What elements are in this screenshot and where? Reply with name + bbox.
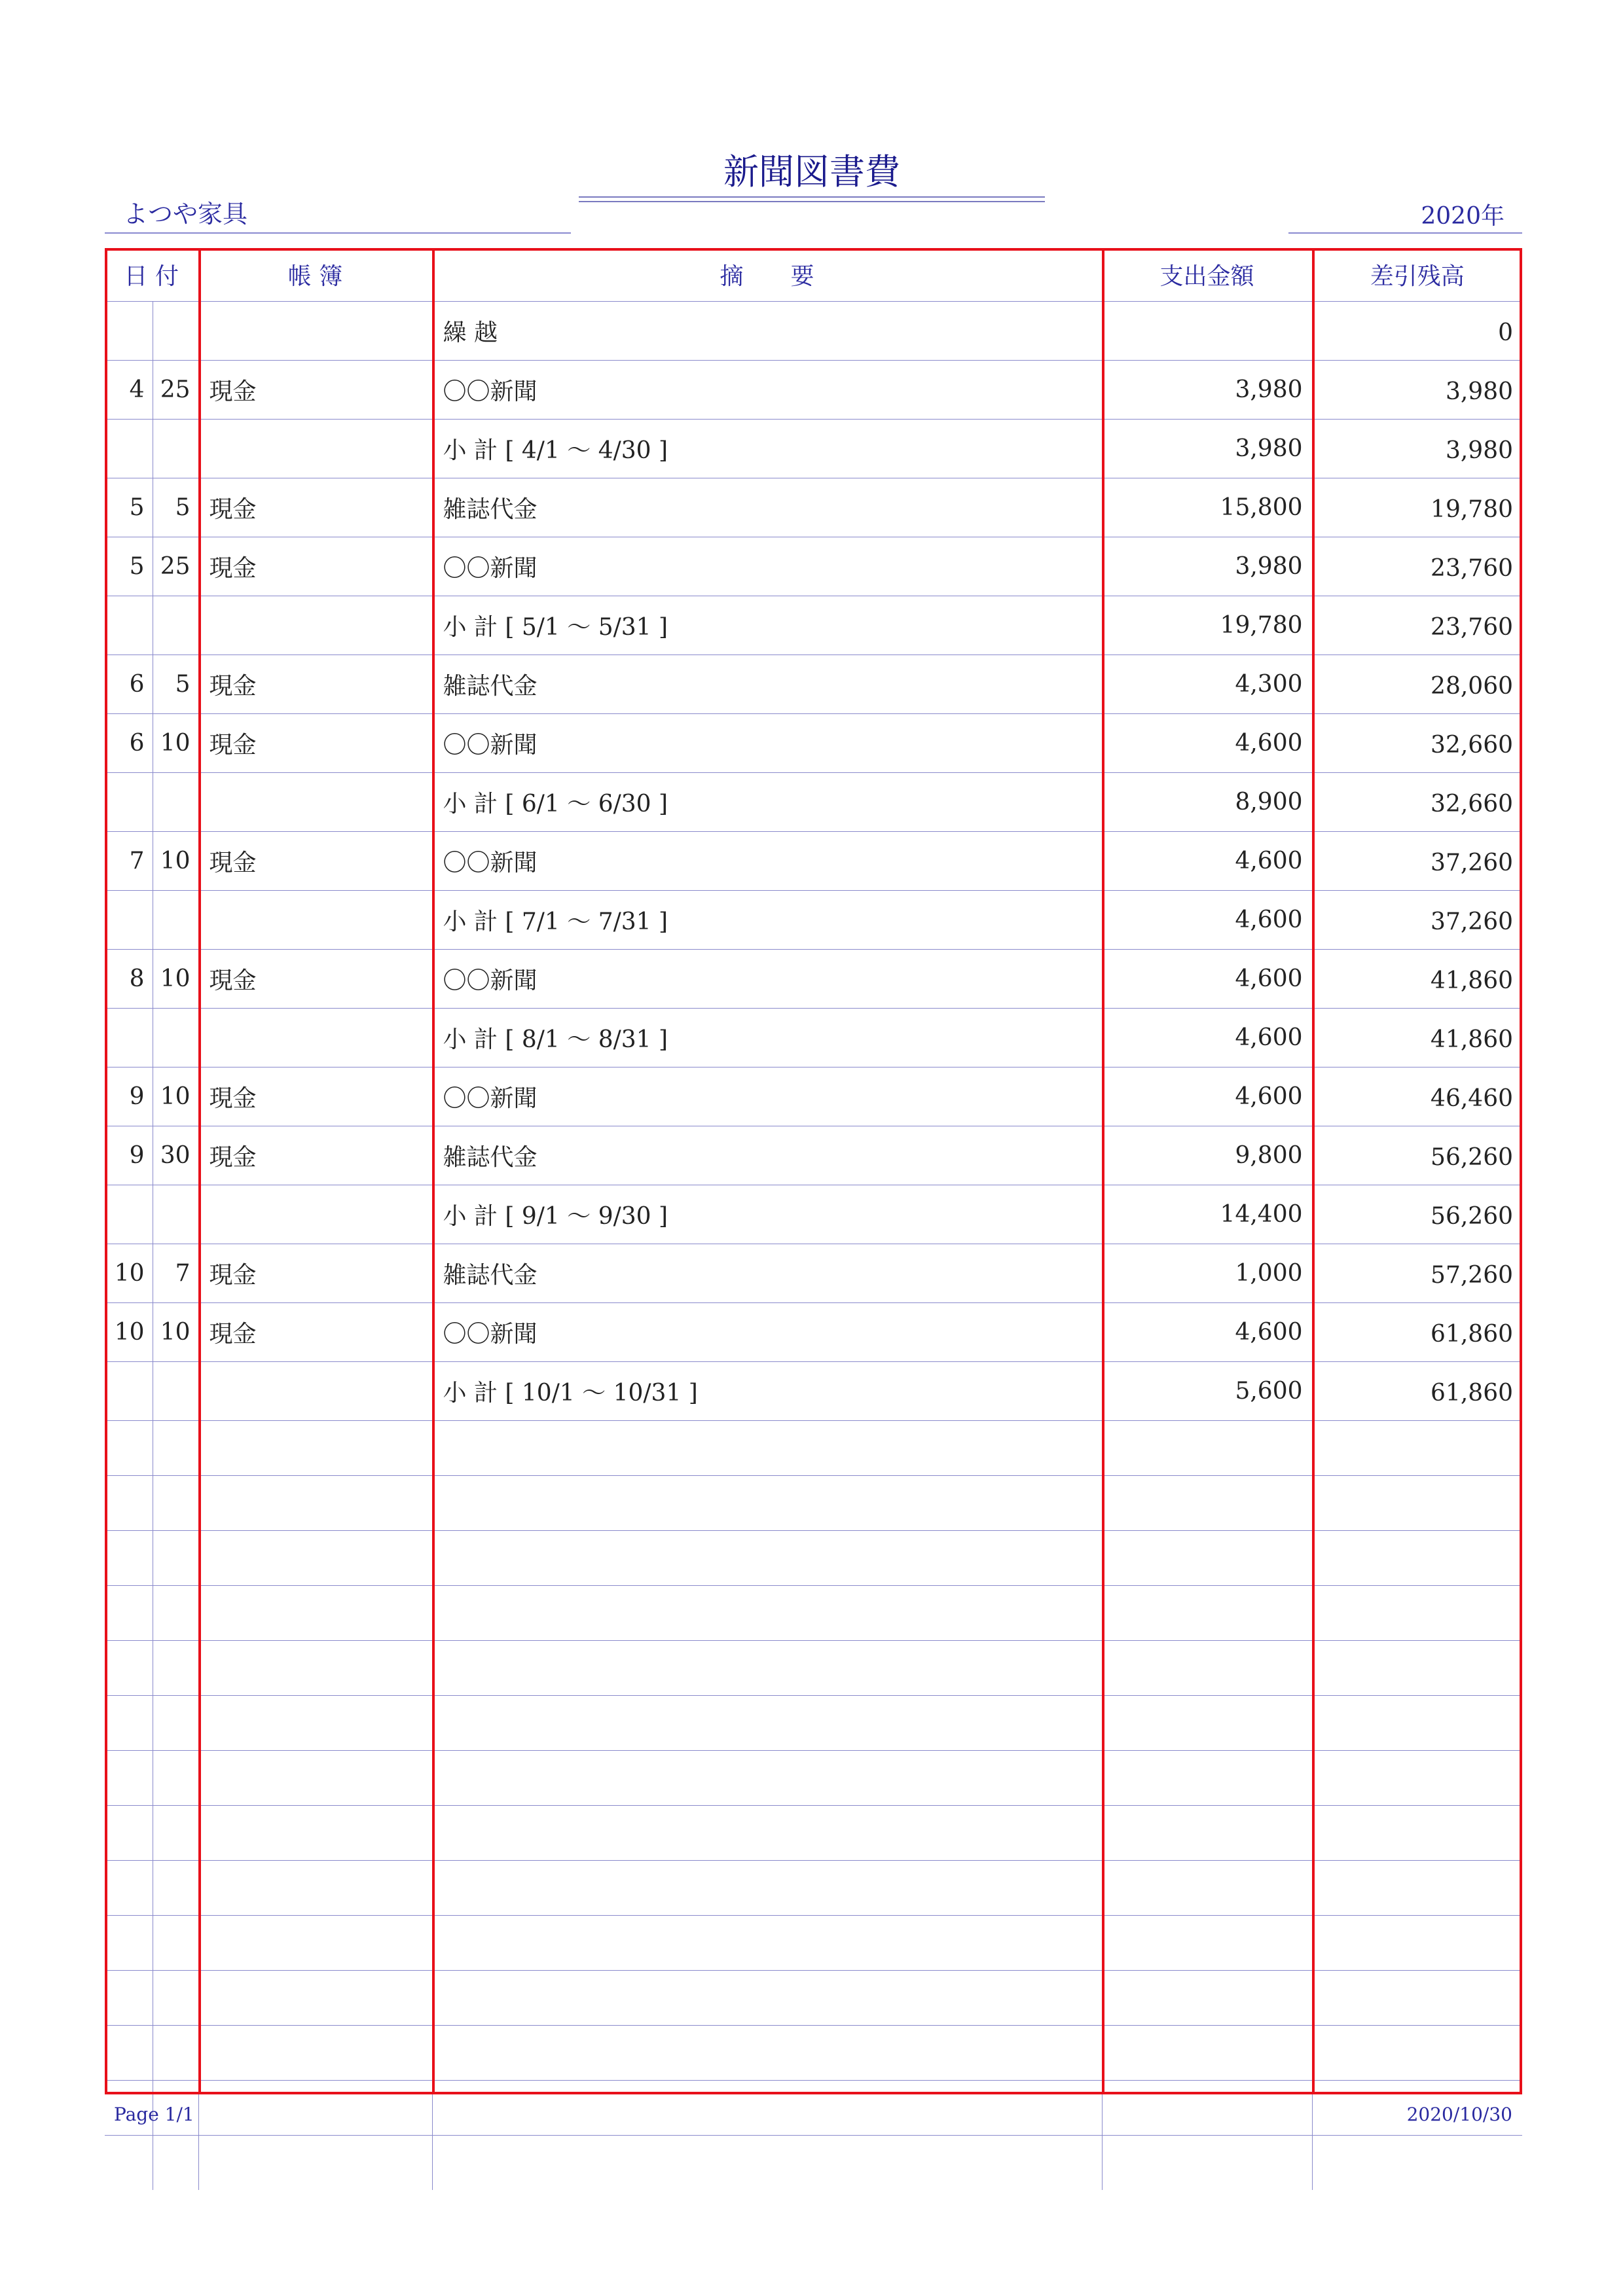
month-cell: 5	[105, 478, 153, 537]
day-cell: 10	[153, 714, 198, 773]
book-cell: 現金	[198, 537, 432, 596]
day-cell	[153, 1861, 198, 1916]
book-cell: 現金	[198, 1303, 432, 1362]
blank-row	[105, 1531, 1522, 1586]
ledger-row	[105, 950, 1522, 1009]
print-date: 2020/10/30	[1406, 2104, 1512, 2125]
month-cell	[105, 1185, 153, 1244]
book-cell: 現金	[198, 950, 432, 1009]
description-cell: 〇〇新聞	[432, 714, 1102, 773]
title-underline	[579, 196, 1045, 198]
balance-cell	[1312, 1476, 1522, 1531]
blank-row	[105, 2136, 1522, 2191]
book-cell	[198, 1531, 432, 1586]
amount-cell	[1102, 1806, 1312, 1861]
month-cell	[105, 1586, 153, 1641]
day-cell: 25	[153, 537, 198, 596]
book-cell	[198, 1641, 432, 1696]
day-cell	[153, 2026, 198, 2081]
balance-cell: 3,980	[1312, 361, 1522, 420]
book-cell	[198, 1971, 432, 2026]
ledger-row	[105, 1067, 1522, 1126]
balance-cell	[1312, 1421, 1522, 1476]
month-cell: 10	[105, 1244, 153, 1303]
ledger-table	[105, 248, 1522, 2190]
day-cell	[153, 1476, 198, 1531]
amount-cell: 4,600	[1102, 950, 1312, 1009]
month-cell	[105, 1696, 153, 1751]
month-cell	[105, 1751, 153, 1806]
book-cell	[198, 1916, 432, 1971]
balance-cell: 23,760	[1312, 596, 1522, 655]
balance-cell	[1312, 1751, 1522, 1806]
balance-cell: 0	[1312, 302, 1522, 361]
amount-cell	[1102, 1861, 1312, 1916]
month-cell: 6	[105, 655, 153, 714]
day-cell	[153, 1586, 198, 1641]
book-cell: 現金	[198, 1126, 432, 1185]
month-cell	[105, 302, 153, 361]
description-column-header: 摘 要	[432, 248, 1102, 302]
amount-cell	[1102, 1586, 1312, 1641]
book-cell	[198, 2026, 432, 2081]
company-name: よつや家具	[123, 200, 248, 228]
description-cell: 小 計 [ 8/1 ～ 8/31 ]	[432, 1009, 1102, 1067]
balance-cell: 61,860	[1312, 1362, 1522, 1421]
day-cell	[153, 1421, 198, 1476]
month-cell: 9	[105, 1126, 153, 1185]
balance-cell: 56,260	[1312, 1126, 1522, 1185]
amount-cell: 4,600	[1102, 1303, 1312, 1362]
month-cell: 6	[105, 714, 153, 773]
day-cell	[153, 1751, 198, 1806]
blank-row	[105, 1806, 1522, 1861]
month-cell: 4	[105, 361, 153, 420]
month-cell: 10	[105, 1303, 153, 1362]
ledger-row	[105, 1244, 1522, 1303]
amount-cell	[1102, 1476, 1312, 1531]
ledger-row	[105, 1009, 1522, 1067]
blank-row	[105, 1971, 1522, 2026]
description-cell: 小 計 [ 7/1 ～ 7/31 ]	[432, 891, 1102, 950]
title-underline-2	[579, 201, 1045, 202]
balance-cell: 32,660	[1312, 714, 1522, 773]
amount-cell: 15,800	[1102, 478, 1312, 537]
ledger-row	[105, 714, 1522, 773]
company-underline	[105, 232, 571, 234]
description-cell	[432, 2136, 1102, 2191]
amount-cell: 3,980	[1102, 420, 1312, 478]
balance-column-header: 差引残高	[1312, 248, 1522, 302]
page-number: Page 1/1	[114, 2104, 194, 2125]
book-cell	[198, 420, 432, 478]
book-cell	[198, 1806, 432, 1861]
ledger-row	[105, 420, 1522, 478]
amount-cell	[1102, 2136, 1312, 2191]
day-cell	[153, 1696, 198, 1751]
description-cell	[432, 2081, 1102, 2136]
day-cell: 25	[153, 361, 198, 420]
date-column-header: 日 付	[124, 263, 179, 290]
description-cell: 〇〇新聞	[432, 537, 1102, 596]
balance-cell: 23,760	[1312, 537, 1522, 596]
ledger-row	[105, 1126, 1522, 1185]
description-cell	[432, 1861, 1102, 1916]
ledger-row	[105, 1185, 1522, 1244]
amount-cell	[1102, 1531, 1312, 1586]
blank-row	[105, 2026, 1522, 2081]
description-cell: 〇〇新聞	[432, 1067, 1102, 1126]
description-cell: 雑誌代金	[432, 1244, 1102, 1303]
blank-row	[105, 1476, 1522, 1531]
balance-cell	[1312, 1531, 1522, 1586]
month-cell	[105, 420, 153, 478]
book-cell	[198, 1861, 432, 1916]
book-cell	[198, 2081, 432, 2136]
blank-row	[105, 1751, 1522, 1806]
day-cell: 5	[153, 655, 198, 714]
description-cell	[432, 1586, 1102, 1641]
amount-cell: 4,600	[1102, 714, 1312, 773]
day-cell: 10	[153, 1303, 198, 1362]
description-cell	[432, 1971, 1102, 2026]
description-cell	[432, 1476, 1102, 1531]
day-cell: 10	[153, 832, 198, 891]
ledger-row	[105, 1362, 1522, 1421]
blank-row	[105, 1916, 1522, 1971]
description-cell	[432, 1531, 1102, 1586]
month-cell	[105, 1421, 153, 1476]
book-cell	[198, 1009, 432, 1067]
month-cell	[105, 1531, 153, 1586]
amount-cell	[1102, 2026, 1312, 2081]
month-cell: 5	[105, 537, 153, 596]
balance-cell	[1312, 1586, 1522, 1641]
book-cell	[198, 1476, 432, 1531]
month-cell	[105, 2026, 153, 2081]
amount-cell	[1102, 1751, 1312, 1806]
description-cell	[432, 2026, 1102, 2081]
month-cell: 8	[105, 950, 153, 1009]
description-cell: 〇〇新聞	[432, 832, 1102, 891]
balance-cell: 57,260	[1312, 1244, 1522, 1303]
book-cell	[198, 1586, 432, 1641]
balance-cell	[1312, 1806, 1522, 1861]
ledger-row	[105, 1303, 1522, 1362]
balance-cell: 41,860	[1312, 950, 1522, 1009]
amount-cell	[1102, 1421, 1312, 1476]
book-cell	[198, 1421, 432, 1476]
month-cell	[105, 1971, 153, 2026]
balance-cell: 46,460	[1312, 1067, 1522, 1126]
description-cell	[432, 1696, 1102, 1751]
day-cell	[153, 1641, 198, 1696]
ledger-row	[105, 361, 1522, 420]
book-cell	[198, 773, 432, 832]
book-column-header: 帳 簿	[198, 248, 432, 302]
amount-cell: 4,600	[1102, 1009, 1312, 1067]
month-cell	[105, 1641, 153, 1696]
amount-cell: 9,800	[1102, 1126, 1312, 1185]
day-cell	[153, 1531, 198, 1586]
balance-cell	[1312, 1641, 1522, 1696]
page-title: 新聞図書費	[723, 151, 900, 192]
day-cell	[153, 420, 198, 478]
amount-cell: 19,780	[1102, 596, 1312, 655]
book-cell: 現金	[198, 1244, 432, 1303]
description-cell	[432, 1751, 1102, 1806]
year-label: 2020年	[1421, 203, 1504, 230]
day-cell: 10	[153, 1067, 198, 1126]
balance-cell: 61,860	[1312, 1303, 1522, 1362]
ledger-row	[105, 478, 1522, 537]
amount-cell: 4,300	[1102, 655, 1312, 714]
day-cell	[153, 891, 198, 950]
balance-cell	[1312, 2026, 1522, 2081]
month-cell	[105, 1476, 153, 1531]
ledger-row	[105, 537, 1522, 596]
month-cell: 7	[105, 832, 153, 891]
description-cell: 〇〇新聞	[432, 950, 1102, 1009]
day-cell: 10	[153, 950, 198, 1009]
balance-cell: 56,260	[1312, 1185, 1522, 1244]
amount-cell	[1102, 1971, 1312, 2026]
day-cell: 30	[153, 1126, 198, 1185]
blank-row	[105, 1696, 1522, 1751]
description-cell: 〇〇新聞	[432, 1303, 1102, 1362]
ledger-row	[105, 596, 1522, 655]
year-underline	[1288, 232, 1522, 234]
book-cell: 現金	[198, 1067, 432, 1126]
day-cell: 5	[153, 478, 198, 537]
balance-cell	[1312, 1696, 1522, 1751]
book-cell	[198, 2136, 432, 2191]
day-cell	[153, 1806, 198, 1861]
description-cell: 小 計 [ 9/1 ～ 9/30 ]	[432, 1185, 1102, 1244]
balance-cell	[1312, 1971, 1522, 2026]
book-cell	[198, 1751, 432, 1806]
balance-cell: 32,660	[1312, 773, 1522, 832]
month-cell	[105, 2136, 153, 2191]
amount-cell: 8,900	[1102, 773, 1312, 832]
description-cell: 小 計 [ 10/1 ～ 10/31 ]	[432, 1362, 1102, 1421]
day-cell	[153, 773, 198, 832]
balance-cell: 28,060	[1312, 655, 1522, 714]
book-cell: 現金	[198, 478, 432, 537]
book-cell	[198, 1185, 432, 1244]
blank-row	[105, 1421, 1522, 1476]
book-cell	[198, 1362, 432, 1421]
month-cell	[105, 1362, 153, 1421]
amount-cell: 4,600	[1102, 891, 1312, 950]
book-cell: 現金	[198, 832, 432, 891]
balance-cell: 37,260	[1312, 891, 1522, 950]
day-cell	[153, 1185, 198, 1244]
book-cell	[198, 891, 432, 950]
month-cell	[105, 1916, 153, 1971]
description-cell: 小 計 [ 5/1 ～ 5/31 ]	[432, 596, 1102, 655]
day-cell	[153, 1971, 198, 2026]
blank-row	[105, 1641, 1522, 1696]
day-cell	[153, 1916, 198, 1971]
description-cell: 〇〇新聞	[432, 361, 1102, 420]
book-cell: 現金	[198, 655, 432, 714]
ledger-table-container	[105, 248, 1522, 2094]
description-cell: 雑誌代金	[432, 478, 1102, 537]
amount-cell: 5,600	[1102, 1362, 1312, 1421]
description-cell: 雑誌代金	[432, 655, 1102, 714]
month-cell	[105, 1009, 153, 1067]
balance-cell: 41,860	[1312, 1009, 1522, 1067]
ledger-row	[105, 302, 1522, 361]
balance-cell: 19,780	[1312, 478, 1522, 537]
description-cell: 雑誌代金	[432, 1126, 1102, 1185]
day-cell	[153, 596, 198, 655]
description-cell	[432, 1641, 1102, 1696]
month-cell	[105, 1861, 153, 1916]
ledger-body	[105, 302, 1522, 2191]
description-cell: 繰 越	[432, 302, 1102, 361]
balance-cell: 3,980	[1312, 420, 1522, 478]
book-cell	[198, 1696, 432, 1751]
month-cell	[105, 773, 153, 832]
book-cell	[198, 596, 432, 655]
description-cell: 小 計 [ 4/1 ～ 4/30 ]	[432, 420, 1102, 478]
amount-cell	[1102, 302, 1312, 361]
description-cell	[432, 1421, 1102, 1476]
day-cell	[153, 1009, 198, 1067]
day-cell	[153, 2136, 198, 2191]
ledger-row	[105, 832, 1522, 891]
balance-cell	[1312, 1861, 1522, 1916]
book-cell: 現金	[198, 714, 432, 773]
amount-cell: 4,600	[1102, 832, 1312, 891]
amount-cell	[1102, 1696, 1312, 1751]
amount-cell: 3,980	[1102, 537, 1312, 596]
balance-cell: 37,260	[1312, 832, 1522, 891]
description-cell	[432, 1806, 1102, 1861]
month-cell	[105, 891, 153, 950]
balance-cell	[1312, 1916, 1522, 1971]
amount-cell: 4,600	[1102, 1067, 1312, 1126]
ledger-row	[105, 891, 1522, 950]
month-cell	[105, 1806, 153, 1861]
description-cell	[432, 1916, 1102, 1971]
amount-cell	[1102, 1641, 1312, 1696]
description-cell: 小 計 [ 6/1 ～ 6/30 ]	[432, 773, 1102, 832]
blank-row	[105, 1861, 1522, 1916]
amount-column-header: 支出金額	[1102, 248, 1312, 302]
day-cell: 7	[153, 1244, 198, 1303]
amount-cell: 1,000	[1102, 1244, 1312, 1303]
book-cell	[198, 302, 432, 361]
amount-cell: 14,400	[1102, 1185, 1312, 1244]
amount-cell	[1102, 1916, 1312, 1971]
amount-cell	[1102, 2081, 1312, 2136]
month-cell	[105, 596, 153, 655]
amount-cell: 3,980	[1102, 361, 1312, 420]
ledger-row	[105, 773, 1522, 832]
month-cell: 9	[105, 1067, 153, 1126]
day-cell	[153, 302, 198, 361]
blank-row	[105, 1586, 1522, 1641]
header-row	[105, 248, 1522, 302]
day-cell	[153, 1362, 198, 1421]
ledger-row	[105, 655, 1522, 714]
book-cell: 現金	[198, 361, 432, 420]
balance-cell	[1312, 2136, 1522, 2191]
